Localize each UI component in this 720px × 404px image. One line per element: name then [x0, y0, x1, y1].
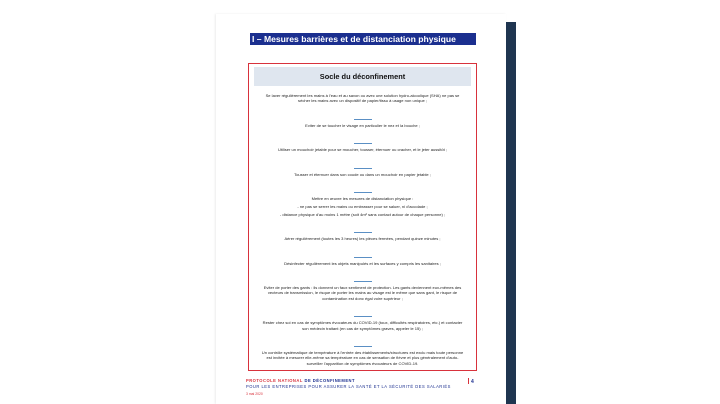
separator-rule [354, 168, 372, 169]
measure-item [259, 281, 466, 301]
separator-rule [354, 281, 372, 282]
measure-text: Eviter de se toucher le visage en particulier le nez et la bouche ; [305, 122, 420, 128]
measures-box [248, 63, 477, 371]
measure-text: Utiliser un mouchoir jetable pour se moucher, tousser, éternuer ou cracher, et le jeter aussitôt ; [278, 147, 447, 153]
footer-date: 3 mai 2020 [246, 392, 263, 396]
footer-protocol-title-a: PROTOCOLE NATIONAL [246, 378, 303, 383]
measure-item [259, 93, 466, 104]
page-footer [246, 378, 476, 396]
separator-rule [354, 346, 372, 347]
footer-protocol-title-b: DE DÉCONFINEMENT [302, 378, 356, 383]
separator-rule [354, 232, 372, 233]
measure-item [259, 143, 466, 152]
measure-text: Un contrôle systématique de température à l'entrée des établissements/structures est exclu mais toute personne est invitée à mesurer elle-même sa température en cas de sensation de fièvre et plus généralement d'auto-surveiller l'apparition de symptômes évocateurs de COVID-19. [261, 350, 464, 366]
measure-item [259, 257, 466, 266]
measure-text: Eviter de porter des gants : ils donnent un faux sentiment de protection. Les gants deviennent eux-mêmes des vecteurs de transmission, le risque de porter les mains au visage est le même que sans gant, le risque de contamination est donc égal voire supérieur ; [263, 285, 462, 301]
section-heading: I – Mesures barrières et de distanciation physique [250, 33, 476, 45]
page-number: 4 [468, 378, 474, 385]
measure-item [259, 119, 466, 128]
measure-item [259, 168, 466, 177]
document-page [216, 14, 506, 404]
separator-rule [354, 257, 372, 258]
footer-protocol-title [246, 378, 476, 383]
measure-text: Se laver régulièrement les mains à l'eau et au savon ou avec une solution hydro-alcoolique (SHA) ne pas se sécher les mains avec un dispositif de papier/tissu à usage non unique ; [265, 93, 460, 104]
measure-text: Aérer régulièrement (toutes les 3 heures) les pièces fermées, pendant quinze minutes ; [284, 236, 441, 242]
separator-rule [354, 316, 372, 317]
separator-rule [354, 192, 372, 193]
measure-item [259, 316, 466, 331]
measures-list [259, 93, 466, 366]
measure-text: Rester chez soi en cas de symptômes évocateurs du COVID-19 (toux, difficultés respiratoires, etc.) et contacter son médecin traitant (en cas de symptômes graves, appeler le 15) ; [262, 320, 463, 331]
measure-text: Tousser et éternuer dans son coude ou dans un mouchoir en papier jetable ; [294, 171, 431, 177]
separator-rule [354, 119, 372, 120]
box-title: Socle du déconfinement [254, 67, 471, 86]
measure-item [259, 346, 466, 366]
measure-item [259, 192, 466, 217]
separator-rule [354, 143, 372, 144]
measure-text: Mettre en œuvre les mesures de distanciation physique : [311, 196, 414, 202]
measure-text: - ne pas se serrer les mains ou embrasser pour se saluer, ni d'accolade ; [297, 203, 428, 209]
measure-text: Désinfecter régulièrement les objets manipulés et les surfaces y compris les sanitaires ; [284, 260, 441, 266]
measure-item [259, 232, 466, 241]
adjacent-page-edge [506, 22, 516, 404]
measure-text: - distance physique d'au moins 1 mètre (soit 4m² sans contact autour de chaque personne) ; [279, 211, 446, 217]
footer-subtitle: POUR LES ENTREPRISES POUR ASSURER LA SANTÉ ET LA SÉCURITÉ DES SALARIÉS [246, 384, 451, 389]
